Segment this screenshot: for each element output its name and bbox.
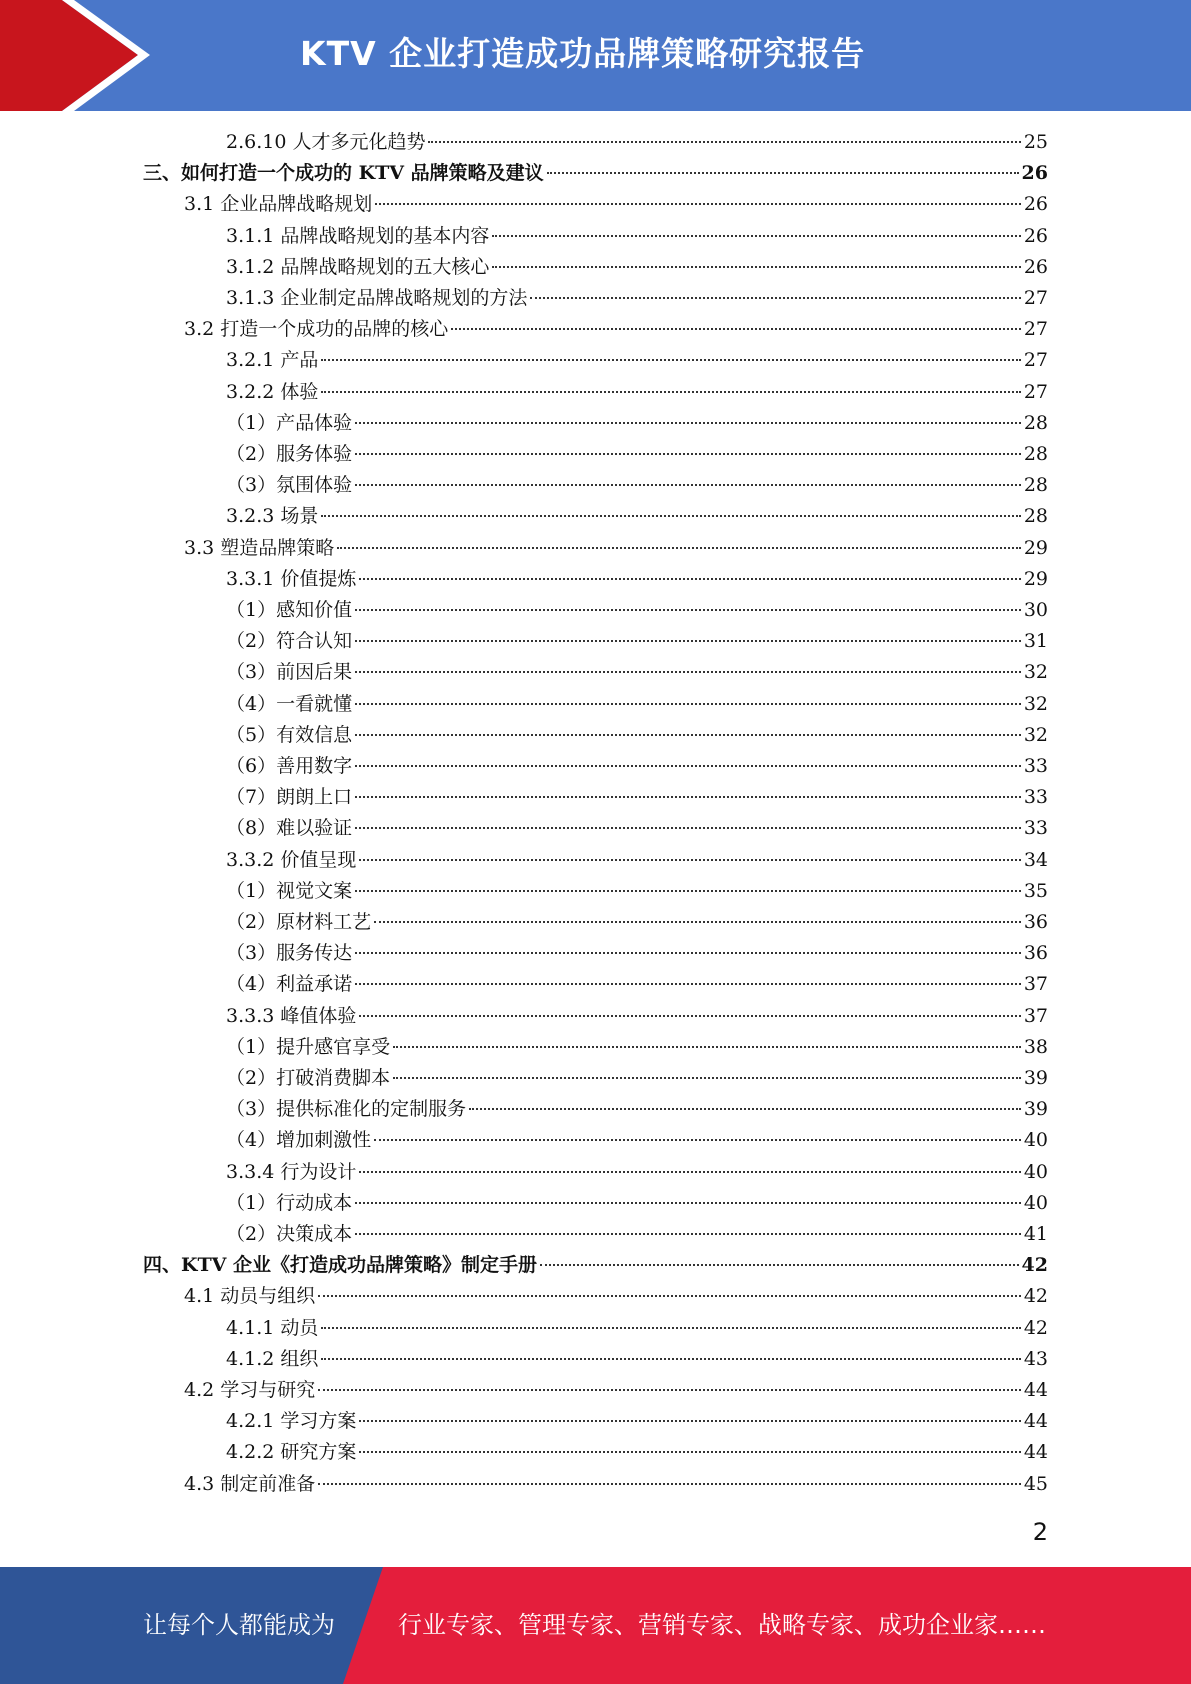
- toc-entry[interactable]: [226, 564, 1048, 595]
- toc-entry-title: （2）原材料工艺: [226, 911, 372, 933]
- toc-entry-title: （1）行动成本: [226, 1191, 353, 1214]
- toc-entry-page: 26: [1021, 162, 1048, 185]
- toc-dot-leader: [530, 297, 1020, 299]
- report-title: KTV 企业打造成功品牌策略研究报告: [300, 34, 866, 73]
- toc-dot-leader: [355, 952, 1021, 954]
- toc-dot-leader: [469, 1108, 1021, 1110]
- toc-entry-page: 39: [1023, 1098, 1048, 1121]
- toc-dot-leader: [321, 359, 1020, 361]
- toc-entry-title: 3.3.3 峰值体验: [226, 1004, 357, 1027]
- toc-entry-page: 30: [1023, 599, 1048, 621]
- toc-entry[interactable]: [226, 969, 1048, 1000]
- toc-entry[interactable]: [226, 1094, 1048, 1125]
- toc-entry-page: 27: [1023, 349, 1048, 372]
- toc-entry[interactable]: [226, 907, 1048, 938]
- toc-entry-title: 3.2.3 场景: [226, 505, 319, 528]
- toc-entry[interactable]: [226, 876, 1048, 907]
- header-arrow-decoration: [0, 0, 160, 111]
- toc-entry-page: 25: [1023, 131, 1048, 153]
- toc-dot-leader: [355, 1202, 1021, 1204]
- toc-dot-leader: [393, 1077, 1021, 1079]
- toc-dot-leader: [393, 1046, 1021, 1048]
- toc-entry-title: 4.1.1 动员: [226, 1316, 319, 1339]
- toc-entry-title: （3）服务传达: [226, 942, 353, 965]
- toc-entry-page: 42: [1021, 1254, 1048, 1277]
- toc-dot-leader: [492, 235, 1020, 237]
- toc-entry-page: 44: [1023, 1379, 1048, 1401]
- toc-entry-page: 28: [1023, 505, 1048, 528]
- toc-entry[interactable]: [226, 252, 1048, 283]
- toc-dot-leader: [355, 609, 1021, 611]
- toc-dot-leader: [318, 1295, 1021, 1297]
- toc-dot-leader: [355, 765, 1021, 767]
- toc-dot-leader: [359, 1451, 1020, 1453]
- toc-entry[interactable]: [226, 501, 1048, 532]
- toc-entry-page: 37: [1023, 973, 1048, 996]
- toc-entry-title: （1）感知价值: [226, 599, 353, 621]
- toc-entry[interactable]: [226, 470, 1048, 501]
- toc-entry-title: 3.3 塑造品牌策略: [184, 536, 335, 559]
- toc-dot-leader: [374, 1139, 1021, 1141]
- toc-entry-title: 3.1 企业品牌战略规划: [184, 193, 373, 216]
- toc-dot-leader: [355, 890, 1021, 892]
- toc-entry-page: 41: [1023, 1223, 1048, 1245]
- toc-entry-title: 四、KTV 企业《打造成功品牌策略》制定手册: [143, 1254, 538, 1277]
- toc-entry-title: （3）提供标准化的定制服务: [226, 1098, 467, 1121]
- toc-dot-leader: [318, 1389, 1021, 1391]
- toc-entry-page: 36: [1023, 942, 1048, 965]
- toc-entry-page: 26: [1023, 193, 1048, 216]
- toc-entry[interactable]: [226, 689, 1048, 720]
- toc-entry-page: 27: [1023, 318, 1048, 341]
- toc-entry-title: 4.2 学习与研究: [184, 1379, 316, 1401]
- toc-dot-leader: [375, 203, 1021, 205]
- toc-entry-page: 42: [1023, 1285, 1048, 1308]
- toc-entry-page: 29: [1023, 567, 1048, 590]
- toc-entry-title: 4.1 动员与组织: [184, 1285, 316, 1308]
- toc-entry-page: 28: [1023, 411, 1048, 434]
- toc-entry-title: 4.3 制定前准备: [184, 1472, 316, 1495]
- toc-entry-title: （1）提升感官享受: [226, 1035, 391, 1058]
- toc-entry[interactable]: [226, 408, 1048, 439]
- toc-entry[interactable]: [226, 377, 1048, 408]
- toc-dot-leader: [355, 827, 1021, 829]
- toc-entry-page: 33: [1023, 817, 1048, 840]
- toc-dot-leader: [355, 734, 1021, 736]
- toc-dot-leader: [355, 703, 1021, 705]
- toc-entry-title: （7）朗朗上口: [226, 786, 353, 809]
- toc-entry-title: 3.1.2 品牌战略规划的五大核心: [226, 255, 490, 278]
- toc-entry[interactable]: [184, 189, 1048, 220]
- toc-dot-leader: [355, 484, 1021, 486]
- toc-entry[interactable]: [226, 283, 1048, 314]
- toc-dot-leader: [321, 391, 1020, 393]
- toc-entry-title: 3.2.1 产品: [226, 349, 319, 372]
- toc-entry-page: 32: [1023, 692, 1048, 715]
- toc-entry[interactable]: [184, 314, 1048, 345]
- toc-dot-leader: [547, 172, 1019, 174]
- toc-entry-title: （3）前因后果: [226, 661, 353, 684]
- toc-dot-leader: [359, 1015, 1020, 1017]
- toc-entry[interactable]: [143, 1250, 1048, 1281]
- toc-entry-page: 40: [1023, 1191, 1048, 1214]
- toc-entry-page: 27: [1023, 287, 1048, 309]
- toc-entry-page: 39: [1023, 1067, 1048, 1089]
- toc-entry-title: （6）善用数字: [226, 755, 353, 777]
- toc-entry-title: 4.2.1 学习方案: [226, 1410, 357, 1433]
- toc-entry-title: 3.3.2 价值呈现: [226, 848, 357, 871]
- toc-dot-leader: [359, 1171, 1020, 1173]
- toc-entry[interactable]: [226, 1313, 1048, 1344]
- toc-entry-page: 26: [1023, 255, 1048, 278]
- toc-entry-title: （4）一看就懂: [226, 692, 353, 715]
- toc-entry[interactable]: [226, 845, 1048, 876]
- toc-entry-page: 32: [1023, 723, 1048, 746]
- toc-entry[interactable]: [226, 1063, 1048, 1094]
- toc-entry-page: 44: [1023, 1410, 1048, 1433]
- toc-dot-leader: [355, 983, 1021, 985]
- toc-entry[interactable]: [143, 158, 1048, 189]
- toc-dot-leader: [374, 921, 1021, 923]
- toc-dot-leader: [318, 1483, 1021, 1485]
- toc-entry-page: 33: [1023, 755, 1048, 777]
- toc-entry-page: 28: [1023, 443, 1048, 465]
- toc-entry-title: （2）决策成本: [226, 1223, 353, 1245]
- toc-entry-page: 37: [1023, 1004, 1048, 1027]
- toc-dot-leader: [359, 1420, 1020, 1422]
- toc-entry-page: 40: [1023, 1129, 1048, 1152]
- toc-entry-title: （2）打破消费脚本: [226, 1067, 391, 1089]
- toc-entry-title: 4.1.2 组织: [226, 1347, 319, 1370]
- toc-entry-page: 38: [1023, 1035, 1048, 1058]
- page-footer: [0, 1567, 1191, 1684]
- toc-entry[interactable]: [184, 1281, 1048, 1312]
- toc-entry[interactable]: [226, 782, 1048, 813]
- toc-entry[interactable]: [226, 595, 1048, 626]
- toc-entry[interactable]: [226, 1001, 1048, 1032]
- toc-entry[interactable]: [184, 1469, 1048, 1500]
- toc-entry-title: 3.1.1 品牌战略规划的基本内容: [226, 224, 490, 247]
- toc-dot-leader: [355, 1233, 1021, 1235]
- toc-dot-leader: [451, 328, 1021, 330]
- toc-entry-page: 40: [1023, 1160, 1048, 1183]
- toc-entry-title: （5）有效信息: [226, 723, 353, 746]
- toc-entry-page: 36: [1023, 911, 1048, 933]
- toc-entry-title: （1）产品体验: [226, 411, 353, 434]
- toc-entry-page: 34: [1023, 848, 1048, 871]
- toc-dot-leader: [492, 266, 1020, 268]
- toc-entry-title: （1）视觉文案: [226, 879, 353, 902]
- toc-entry[interactable]: [226, 720, 1048, 751]
- toc-entry-page: 43: [1023, 1347, 1048, 1370]
- toc-entry-page: 32: [1023, 661, 1048, 684]
- toc-dot-leader: [355, 422, 1021, 424]
- toc-entry[interactable]: [226, 1437, 1048, 1468]
- toc-entry[interactable]: [226, 938, 1048, 969]
- toc-entry[interactable]: [226, 1219, 1048, 1250]
- toc-dot-leader: [321, 1327, 1020, 1329]
- toc-dot-leader: [337, 547, 1021, 549]
- toc-entry-page: 42: [1023, 1316, 1048, 1339]
- toc-entry-title: 三、如何打造一个成功的 KTV 品牌策略及建议: [143, 162, 544, 185]
- toc-entry[interactable]: [226, 751, 1048, 782]
- toc-dot-leader: [355, 453, 1021, 455]
- toc-entry[interactable]: [226, 657, 1048, 688]
- toc-entry[interactable]: [226, 1032, 1048, 1063]
- toc-entry-title: 3.3.4 行为设计: [226, 1160, 357, 1183]
- page-header: [0, 0, 1191, 111]
- toc-entry-page: 35: [1023, 879, 1048, 902]
- toc-entry[interactable]: [226, 813, 1048, 844]
- footer-slogan-right: 行业专家、管理专家、营销专家、战略专家、成功企业家……: [398, 1611, 1046, 1639]
- toc-dot-leader: [355, 640, 1021, 642]
- toc-dot-leader: [355, 796, 1021, 798]
- toc-entry[interactable]: [184, 1375, 1048, 1406]
- toc-dot-leader: [359, 859, 1020, 861]
- toc-entry-page: 26: [1023, 224, 1048, 247]
- toc-entry-title: （2）符合认知: [226, 630, 353, 653]
- toc-dot-leader: [321, 1358, 1020, 1360]
- toc-dot-leader: [428, 141, 1020, 143]
- toc-entry-title: （8）难以验证: [226, 817, 353, 840]
- toc-entry[interactable]: [226, 127, 1048, 158]
- toc-entry[interactable]: [226, 1344, 1048, 1375]
- toc-dot-leader: [540, 1264, 1019, 1266]
- toc-entry-title: （2）服务体验: [226, 443, 353, 465]
- toc-entry[interactable]: [226, 1157, 1048, 1188]
- toc-entry[interactable]: [226, 626, 1048, 657]
- toc-entry[interactable]: [226, 1188, 1048, 1219]
- toc-entry[interactable]: [184, 533, 1048, 564]
- toc-entry-page: 45: [1023, 1472, 1048, 1495]
- toc-entry-title: （4）增加刺激性: [226, 1129, 372, 1152]
- toc-entry-page: 27: [1023, 380, 1048, 403]
- toc-entry-title: （3）氛围体验: [226, 474, 353, 497]
- toc-entry-page: 28: [1023, 474, 1048, 497]
- toc-entry[interactable]: [226, 439, 1048, 470]
- toc-dot-leader: [359, 578, 1020, 580]
- toc-entry-page: 31: [1023, 630, 1048, 653]
- toc-dot-leader: [321, 515, 1020, 517]
- toc-entry-title: 4.2.2 研究方案: [226, 1441, 357, 1464]
- toc-entry-page: 44: [1023, 1441, 1048, 1464]
- toc-entry-title: 2.6.10 人才多元化趋势: [226, 131, 426, 153]
- toc-entry[interactable]: [226, 1125, 1048, 1156]
- toc-entry-title: 3.2 打造一个成功的品牌的核心: [184, 318, 449, 341]
- toc-entry-page: 33: [1023, 786, 1048, 809]
- toc-dot-leader: [355, 671, 1021, 673]
- toc-entry[interactable]: [226, 1406, 1048, 1437]
- footer-slogan-left: 让每个人都能成为: [143, 1611, 335, 1639]
- toc-entry[interactable]: [226, 221, 1048, 252]
- toc-entry-title: 3.1.3 企业制定品牌战略规划的方法: [226, 287, 528, 309]
- toc-entry-title: 3.3.1 价值提炼: [226, 567, 357, 590]
- toc-entry[interactable]: [226, 345, 1048, 376]
- toc-entry-title: 3.2.2 体验: [226, 380, 319, 403]
- toc-entry-title: （4）利益承诺: [226, 973, 353, 996]
- toc-entry-page: 29: [1023, 536, 1048, 559]
- page-number: 2: [1032, 1518, 1048, 1546]
